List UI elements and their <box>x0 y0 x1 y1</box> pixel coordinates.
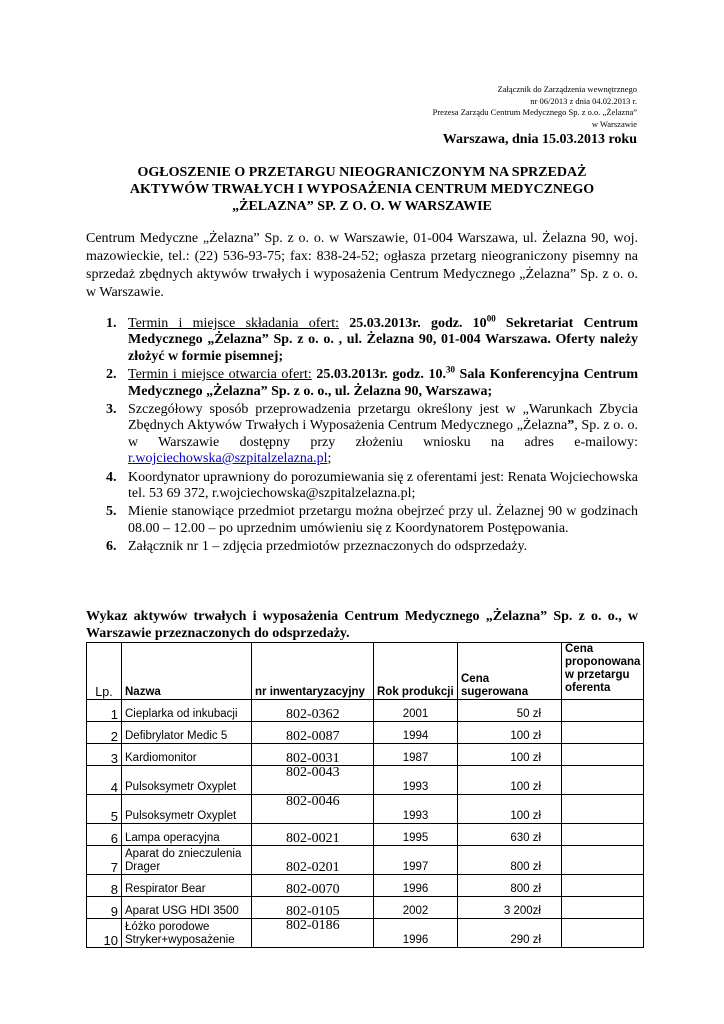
cell-name: Aparat do znieczulenia Drager <box>122 846 252 875</box>
attachment-note-line: nr 06/2013 z dnia 04.02.2013 r. <box>530 95 637 106</box>
title-line: „ŻELAZNA” SP. Z O. O. W WARSZAWIE <box>232 199 492 214</box>
point-item <box>86 470 638 503</box>
cell-offer[interactable] <box>562 875 644 897</box>
cell-name: Lampa operacyjna <box>122 824 252 846</box>
cell-year: 1995 <box>374 824 458 846</box>
cell-price: 100 zł <box>458 795 562 824</box>
point-number: 2. <box>106 367 117 383</box>
cell-year: 1996 <box>374 875 458 897</box>
point-number: 3. <box>106 402 117 418</box>
attachment-note-line: Prezesa Zarządu Centrum Medycznego Sp. z o.o. „Żelazna” <box>432 107 637 118</box>
cell-price: 100 zł <box>458 744 562 766</box>
cell-price: 100 zł <box>458 766 562 795</box>
cell-lp: 3 <box>87 744 122 766</box>
table-row <box>87 795 644 824</box>
cell-offer[interactable] <box>562 744 644 766</box>
point-text: Koordynator uprawniony do porozumiewania się z oferentami jest: Renata Wojciechowska tel. 53 69 372, r.wojciechowska@szpitalzelazna.pl; <box>128 469 638 502</box>
document-title <box>86 164 638 215</box>
point-text: ; <box>327 451 332 467</box>
cell-inventory-number: 802-0043 <box>252 766 374 795</box>
point-text: Załącznik nr 1 – zdjęcia przedmiotów przeznaczonych do odsprzedaży. <box>128 539 528 555</box>
cell-lp: 9 <box>87 897 122 919</box>
cell-lp: 4 <box>87 766 122 795</box>
point-item <box>86 504 638 537</box>
title-line: AKTYWÓW TRWAŁYCH I WYPOSAŻENIA CENTRUM MEDYCZNEGO <box>129 182 595 197</box>
cell-price: 50 zł <box>458 700 562 722</box>
point-text: Szczegółowy sposób przeprowadzenia przetargu określony jest w „Warunkach Zbycia Zbędnych Aktywów Trwałych i Wyposażenia Centrum Medycznego „Żelazna <box>128 402 638 434</box>
cell-inventory-number: 802-0070 <box>252 875 374 897</box>
cell-name: Łóżko porodowe Stryker+wyposażenie <box>122 919 252 948</box>
cell-name: Cieplarka od inkubacji <box>122 700 252 722</box>
cell-lp: 5 <box>87 795 122 824</box>
cell-lp: 8 <box>87 875 122 897</box>
table-row <box>87 897 644 919</box>
document-date: Warszawa, dnia 15.03.2013 roku <box>442 132 637 147</box>
point-date: 25.03.2013r. godz. 10. <box>311 367 446 383</box>
cell-offer[interactable] <box>562 824 644 846</box>
cell-price: 800 zł <box>458 846 562 875</box>
header-suggested-price: Cena sugerowana <box>458 643 562 700</box>
table-header-row <box>87 643 644 700</box>
point-time-sup: 30 <box>445 364 455 375</box>
cell-lp: 10 <box>87 919 122 948</box>
cell-lp: 7 <box>87 846 122 875</box>
announcement-points <box>86 313 639 558</box>
cell-offer[interactable] <box>562 766 644 795</box>
cell-offer[interactable] <box>562 919 644 948</box>
point-label: Termin i miejsce składania ofert: <box>128 316 340 331</box>
attachment-note-line: Załącznik do Zarządzenia wewnętrznego <box>497 84 637 94</box>
cell-inventory-number: 802-0046 <box>252 795 374 824</box>
point-number: 5. <box>106 504 117 520</box>
cell-name: Respirator Bear <box>122 875 252 897</box>
cell-offer[interactable] <box>562 846 644 875</box>
point-item <box>86 402 638 468</box>
table-row <box>87 875 644 897</box>
header-lp: Lp. <box>87 643 122 700</box>
cell-year: 1997 <box>374 846 458 875</box>
cell-lp: 6 <box>87 824 122 846</box>
header-production-year: Rok produkcji <box>374 643 458 700</box>
cell-inventory-number: 802-0031 <box>252 744 374 766</box>
cell-year: 2001 <box>374 700 458 722</box>
cell-price: 800 zł <box>458 875 562 897</box>
cell-year: 1987 <box>374 744 458 766</box>
cell-name: Pulsoksymetr Oxyplet <box>122 766 252 795</box>
point-text: Sekretariat Centrum Medycznego „Żelazna” Sp. z o. o. , ul. Żelazna 90, 01-004 Warszawa. Oferty należy złożyć w formie pisemnej; <box>128 316 638 364</box>
point-date: 25.03.2013r. godz. 10 <box>339 316 487 331</box>
email-link[interactable]: r.wojciechowska@szpitalzelazna.pl <box>128 451 328 467</box>
table-row <box>87 824 644 846</box>
point-number: 6. <box>106 539 117 555</box>
attachment-note <box>433 84 637 130</box>
table-row <box>87 766 644 795</box>
header-offered-price: Cena proponowana w przetargu oferenta <box>562 643 644 700</box>
table-row <box>87 700 644 722</box>
title-line: OGŁOSZENIE O PRZETARGU NIEOGRANICZONYM NA SPRZEDAŻ <box>137 165 587 180</box>
header-name: Nazwa <box>122 643 252 700</box>
point-text: Mienie stanowiące przedmiot przetargu można obejrzeć przy ul. Żelaznej 90 w godzinach 08.00 – 12.00 – po uprzednim umówieniu się z Koordynatorem Postępowania. <box>128 504 638 536</box>
cell-name: Pulsoksymetr Oxyplet <box>122 795 252 824</box>
point-label: Termin i miejsce otwarcia ofert: <box>128 367 312 383</box>
cell-name: Kardiomonitor <box>122 744 252 766</box>
point-item <box>86 364 639 400</box>
cell-year: 1993 <box>374 795 458 824</box>
table-row <box>87 744 644 766</box>
point-number: 4. <box>106 469 117 485</box>
header-inventory-number: nr inwentaryzacyjny <box>252 643 374 700</box>
cell-inventory-number: 802-0362 <box>252 700 374 722</box>
point-text-bold: ” <box>567 418 575 434</box>
cell-price: 630 zł <box>458 824 562 846</box>
cell-lp: 1 <box>87 700 122 722</box>
cell-inventory-number: 802-0087 <box>252 722 374 744</box>
point-text: , Sp. z o. o. w Warszawie dostępny przy złożeniu wniosku na adres e-mailowy: <box>128 418 639 450</box>
table-row <box>87 846 644 875</box>
cell-year: 1993 <box>374 766 458 795</box>
cell-inventory-number: 802-0201 <box>252 846 374 875</box>
intro-paragraph: Centrum Medyczne „Żelazna” Sp. z o. o. w Warszawie, 01-004 Warszawa, ul. Żelazna 90, woj. mazowieckie, tel.: (22) 536-93-75; fax: 838-24-52; ogłasza przetarg nieograniczony pisemny na sprzedaż zbędnych aktywów trwałych i wyposażenia Centrum Medycznego „Żelazna” Sp. z o. o. w Warszawie. <box>86 231 638 300</box>
cell-inventory-number: 802-0021 <box>252 824 374 846</box>
point-text: Sala Konferencyjna Centrum Medycznego „Żelazna” Sp. z o. o., ul. Żelazna 90, Warszawa; <box>128 367 639 399</box>
cell-inventory-number: 802-0105 <box>252 897 374 919</box>
attachment-note-line: w Warszawie <box>591 118 637 129</box>
cell-year: 1996 <box>374 919 458 948</box>
point-time-sup: 00 <box>486 313 496 324</box>
cell-year: 1994 <box>374 722 458 744</box>
point-item <box>86 313 638 365</box>
cell-name: Defibrylator Medic 5 <box>122 722 252 744</box>
cell-offer[interactable] <box>562 897 644 919</box>
cell-offer[interactable] <box>562 700 644 722</box>
cell-year: 2002 <box>374 897 458 919</box>
assets-table <box>86 642 644 948</box>
cell-offer[interactable] <box>562 795 644 824</box>
cell-offer[interactable] <box>562 722 644 744</box>
point-number: 1. <box>106 316 117 331</box>
cell-inventory-number: 802-0186 <box>252 919 374 948</box>
table-row <box>87 722 644 744</box>
table-row <box>87 919 644 948</box>
cell-price: 290 zł <box>458 919 562 948</box>
cell-price: 100 zł <box>458 722 562 744</box>
point-item <box>86 539 638 555</box>
cell-price: 3 200zł <box>458 897 562 919</box>
table-title: Wykaz aktywów trwałych i wyposażenia Centrum Medycznego „Żelazna” Sp. z o. o., w Warszawie przeznaczonych do odsprzedaży. <box>86 609 638 641</box>
cell-lp: 2 <box>87 722 122 744</box>
cell-name: Aparat USG HDI 3500 <box>122 897 252 919</box>
